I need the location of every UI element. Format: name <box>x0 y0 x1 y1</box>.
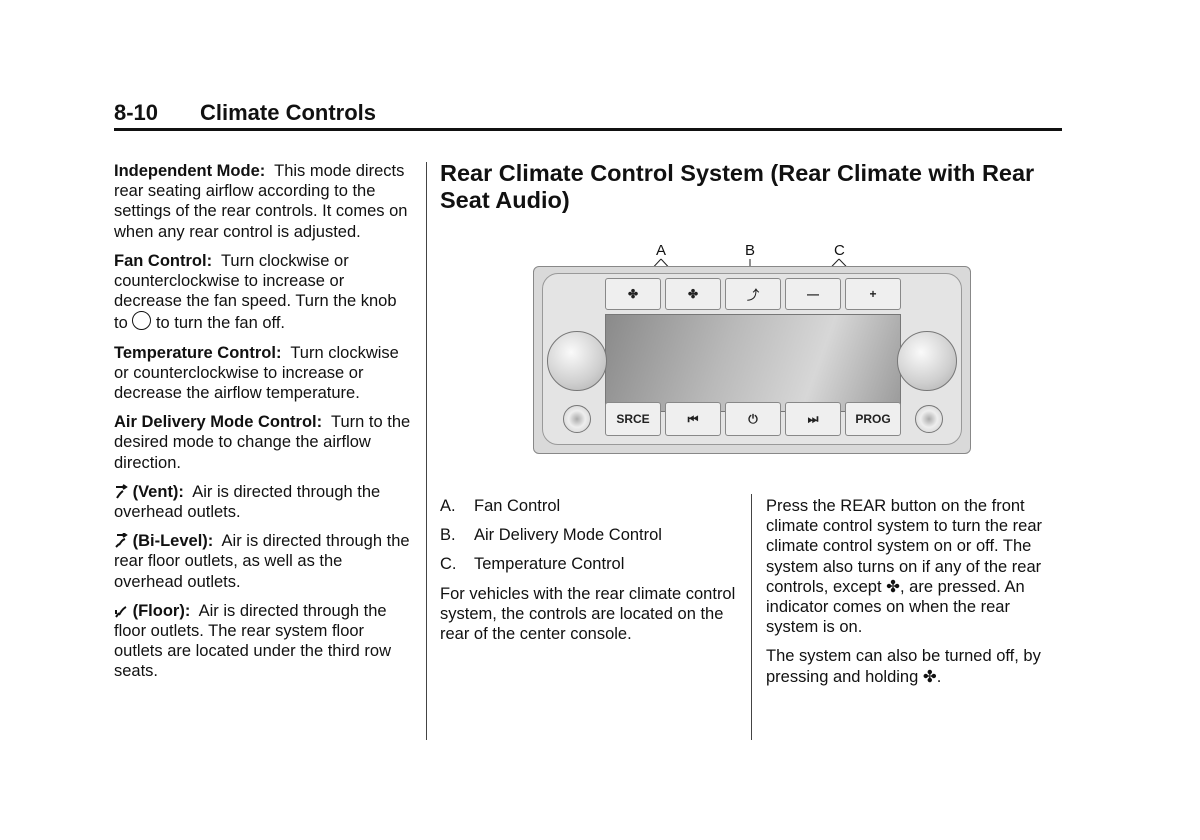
srce-label: SRCE <box>616 412 650 426</box>
fan-control-para <box>114 251 414 334</box>
section-title: Rear Climate Control System (Rear Climate with Rear Seat Audio) <box>440 160 1035 213</box>
fan-up-button[interactable] <box>665 278 721 310</box>
page-header <box>114 100 1062 131</box>
bilevel-para <box>114 531 414 592</box>
page-title: Climate Controls <box>200 100 377 125</box>
middle-paragraph: For vehicles with the rear climate control system, the controls are located on the rear of the center console. <box>440 584 736 644</box>
fan-icon: ✤ <box>886 577 900 596</box>
left-headphone-jack <box>563 405 591 433</box>
right-paragraph-2 <box>766 646 1060 686</box>
right-para2-text-a: The system can also be turned off, by pressing and holding <box>766 647 1041 686</box>
temperature-control-label: Temperature Control: <box>114 343 282 362</box>
temp-up-button[interactable] <box>845 278 901 310</box>
fan-down-icon: ✤ <box>627 287 639 301</box>
fan-down-button[interactable] <box>605 278 661 310</box>
temperature-control-text: Turn clockwise or counterclockwise to increase or decrease the airflow temperature. <box>114 343 399 403</box>
vent-para <box>114 482 414 522</box>
independent-mode-text: This mode directs rear seating airflow according to the settings of the rear controls. It comes on when any rear control is adjusted. <box>114 162 408 241</box>
prev-track-button[interactable] <box>665 402 721 436</box>
minus-icon: — <box>807 287 819 301</box>
right-para2-text-b: . <box>936 667 942 686</box>
legend-letter: B. <box>440 526 456 545</box>
bilevel-label: (Bi-Level): <box>132 532 214 551</box>
prog-label: PROG <box>855 412 891 426</box>
display-screen <box>605 314 901 412</box>
legend-item <box>440 525 740 545</box>
floor-mode-icon <box>114 603 128 619</box>
right-para1-text-b: , are pressed. An indicator comes on when the rear system is on. <box>766 577 1025 637</box>
vent-mode-icon <box>114 484 128 500</box>
rear-climate-panel-figure <box>530 242 972 454</box>
legend-text: Air Delivery Mode Control <box>474 526 662 545</box>
left-column <box>114 161 414 691</box>
floor-text: Air is directed through the floor outlets. The rear system floor outlets are located under the third row seats. <box>114 601 391 681</box>
air-delivery-para <box>114 412 414 473</box>
legend-text: Temperature Control <box>474 555 625 574</box>
next-track-icon: ⏭ <box>807 411 819 426</box>
temp-down-button[interactable] <box>785 278 841 310</box>
page-number: 8-10 <box>114 100 159 125</box>
right-knob[interactable] <box>897 331 957 391</box>
prog-button[interactable] <box>845 402 901 436</box>
callout-c: C <box>834 242 845 259</box>
column-divider-left <box>426 162 427 740</box>
srce-button[interactable] <box>605 402 661 436</box>
fan-control-text: Turn clockwise or counterclockwise to increase or decrease the fan speed. Turn the knob to <box>114 251 397 333</box>
fan-control-text-after: to turn the fan off. <box>155 314 285 333</box>
prev-track-icon: ⏮ <box>687 411 699 426</box>
bilevel-mode-icon <box>114 533 128 549</box>
column-divider-right <box>751 494 752 740</box>
control-panel-face <box>542 273 962 445</box>
fan-up-icon: ✤ <box>687 287 699 301</box>
vent-label: (Vent): <box>132 482 184 501</box>
temperature-control-para <box>114 343 414 404</box>
legend-text: Fan Control <box>474 497 561 515</box>
legend-letter: C. <box>440 555 457 574</box>
legend-letter: A. <box>440 497 456 515</box>
left-knob[interactable] <box>547 331 607 391</box>
floor-para <box>114 601 414 682</box>
fan-control-label: Fan Control: <box>114 251 213 270</box>
legend-item <box>440 554 740 574</box>
middle-column <box>440 496 740 653</box>
power-icon: ⏻ <box>748 411 758 426</box>
independent-mode-para <box>114 161 414 242</box>
next-track-button[interactable] <box>785 402 841 436</box>
air-mode-icon: ⤴ <box>746 287 759 302</box>
air-mode-button[interactable] <box>725 278 781 310</box>
floor-label: (Floor): <box>132 601 191 620</box>
legend-item <box>440 496 740 516</box>
callout-b: B <box>745 242 756 259</box>
right-column <box>766 496 1060 696</box>
control-panel <box>533 266 971 454</box>
bilevel-text: Air is directed through the rear floor outlets, as well as the overhead outlets. <box>114 532 410 591</box>
independent-mode-label: Independent Mode: <box>114 162 266 180</box>
fan-off-icon <box>132 311 151 330</box>
air-delivery-text: Turn to the desired mode to change the airflow direction. <box>114 413 411 472</box>
right-paragraph-1 <box>766 496 1060 637</box>
plus-icon: + <box>869 287 877 301</box>
right-headphone-jack <box>915 405 943 433</box>
right-para1-text-a: Press the REAR button on the front climate control system to turn the rear climate control system on or off. The system also turns on if any of the rear controls, except <box>766 497 1043 596</box>
fan-icon: ✤ <box>922 667 937 686</box>
power-button[interactable] <box>725 402 781 436</box>
air-delivery-label: Air Delivery Mode Control: <box>114 413 323 432</box>
callout-a: A <box>656 242 667 259</box>
vent-text: Air is directed through the overhead outlets. <box>114 482 381 522</box>
